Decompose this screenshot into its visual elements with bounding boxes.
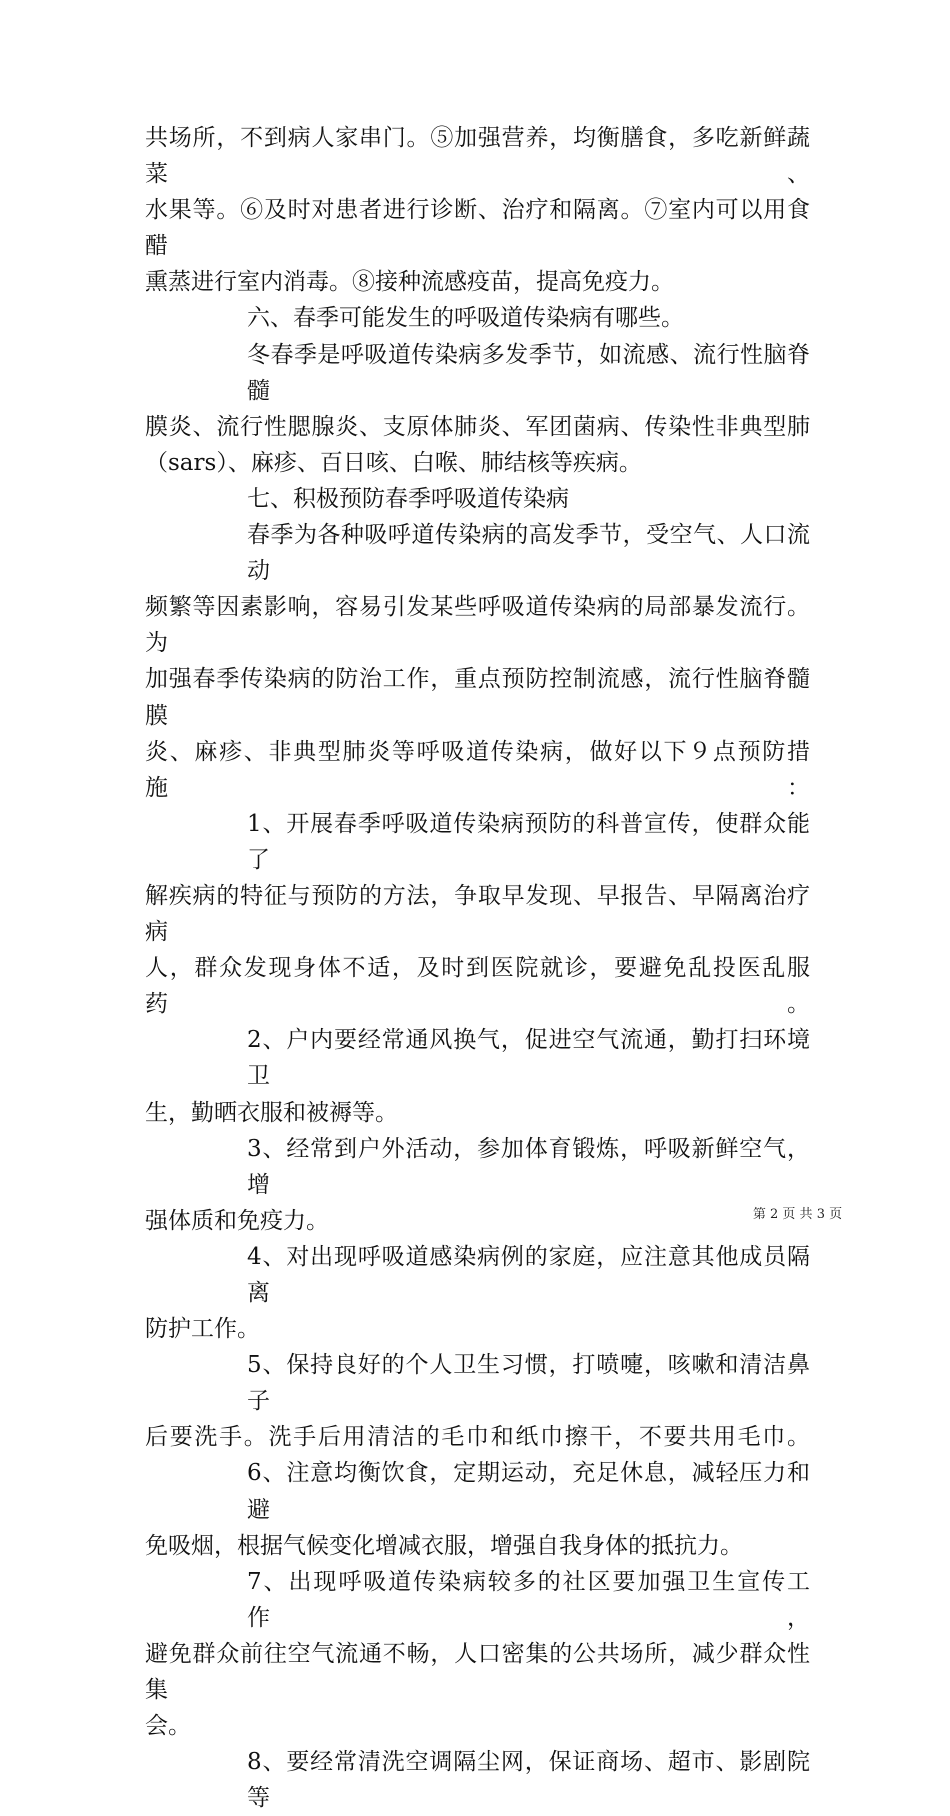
text-line: 7、出现呼吸道传染病较多的社区要加强卫生宣传工作， (247, 1568, 810, 1631)
text-line: 5、保持良好的个人卫生习惯，打喷嚏，咳嗽和清洁鼻子 (247, 1352, 810, 1415)
text-line: 避免群众前往空气流通不畅，人口密集的公共场所，减少群众性集 (145, 1640, 810, 1704)
text-line: 防护工作。 (145, 1316, 260, 1343)
text-line: 后要洗手。洗手后用清洁的毛巾和纸巾擦干，不要共用毛巾。 (145, 1424, 810, 1451)
text-line: 6、注意均衡饮食，定期运动，充足休息，减轻压力和避 (247, 1460, 810, 1523)
page-number: 第 2 页 共 3 页 (752, 1207, 843, 1222)
document-body (145, 120, 810, 1816)
text-line: 免吸烟，根据气候变化增减衣服，增强自我身体的抵抗力。 (145, 1532, 743, 1559)
text-line: 解疾病的特征与预防的方法，争取早发现、早报告、早隔离治疗病 (145, 882, 810, 946)
text-line: 3、经常到户外活动，参加体育锻炼，呼吸新鲜空气，增 (247, 1135, 810, 1198)
text-line: 人，群众发现身体不适，及时到医院就诊，要避免乱投医乱服药。 (145, 955, 810, 1018)
text-line: 2、户内要经常通风换气，促进空气流通，勤打扫环境卫 (247, 1027, 810, 1090)
text-line: 春季为各种吸呼道传染病的高发季节，受空气、人口流动 (247, 522, 810, 585)
text-line: 六、春季可能发生的呼吸道传染病有哪些。 (247, 305, 684, 332)
text-line: 七、积极预防春季呼吸道传染病 (247, 485, 569, 512)
text-line: 膜炎、流行性腮腺炎、支原体肺炎、军团菌病、传染性非典型肺 (145, 413, 810, 440)
text-line: 加强春季传染病的防治工作，重点预防控制流感，流行性脑脊髓膜 (145, 666, 810, 729)
text-line: 炎、麻疹、非典型肺炎等呼吸道传染病，做好以下９点预防措施： (145, 738, 810, 801)
text-line: 熏蒸进行室内消毒。⑧接种流感疫苗，提高免疫力。 (145, 269, 674, 296)
text-line: 1、开展春季呼吸道传染病预防的科普宣传，使群众能了 (247, 810, 810, 873)
text-line: 会。 (145, 1713, 191, 1740)
text-line: 4、对出现呼吸道感染病例的家庭，应注意其他成员隔离 (247, 1243, 810, 1306)
text-line: 强体质和免疫力。 (145, 1207, 329, 1234)
text-line: （sars）、麻疹、百日咳、白喉、肺结核等疾病。 (145, 449, 642, 476)
text-line: 生，勤晒衣服和被褥等。 (145, 1099, 398, 1126)
text-line: 频繁等因素影响，容易引发某些呼吸道传染病的局部暴发流行。为 (145, 594, 810, 657)
text-line: 8、要经常清洗空调隔尘网，保证商场、超市、影剧院等 (247, 1749, 810, 1812)
text-line: 冬春季是呼吸道传染病多发季节，如流感、流行性脑脊髓 (247, 341, 810, 404)
text-line: 水果等。⑥及时对患者进行诊断、治疗和隔离。⑦室内可以用食醋 (145, 197, 810, 260)
text-line: 共场所，不到病人家串门。⑤加强营养，均衡膳食，多吃新鲜蔬菜、 (145, 125, 810, 188)
